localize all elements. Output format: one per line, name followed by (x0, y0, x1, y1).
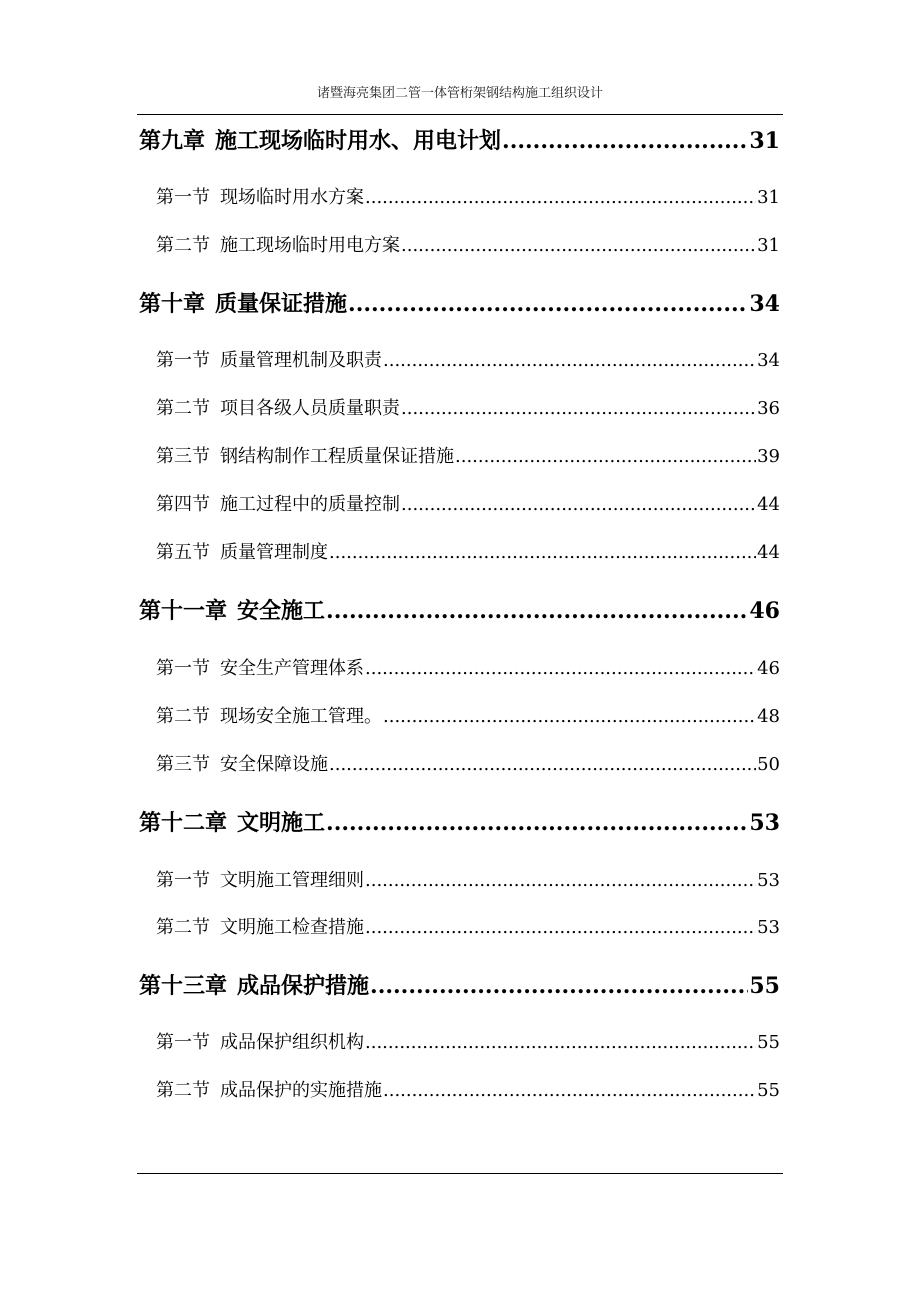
toc-page-number: 44 (757, 494, 780, 515)
toc-dot-leader (383, 348, 756, 374)
toc-page-number: 34 (757, 350, 780, 371)
toc-number: 第十二章 (139, 810, 228, 836)
toc-dot-leader (502, 126, 748, 156)
toc-chapter[interactable] (139, 289, 780, 319)
toc-page-number: 46 (749, 598, 780, 624)
header-rule (137, 114, 783, 115)
toc-title: 成品保护的实施措施 (220, 1080, 382, 1101)
toc-dot-leader (401, 396, 756, 422)
toc-title: 现场临时用水方案 (220, 187, 364, 208)
toc-number: 第一节 (156, 187, 210, 208)
toc-title: 质量管理制度 (220, 542, 328, 563)
toc-page-number: 55 (757, 1032, 780, 1053)
toc-page-number: 50 (757, 754, 780, 775)
toc-number: 第三节 (156, 754, 210, 775)
toc-section[interactable] (156, 444, 780, 470)
toc-dot-leader (370, 971, 748, 1001)
toc-section[interactable] (156, 348, 780, 374)
toc-dot-leader (329, 540, 756, 566)
toc-number: 第一节 (156, 658, 210, 679)
toc-title: 成品保护组织机构 (220, 1032, 364, 1053)
toc-dot-leader (401, 233, 756, 259)
toc-title: 现场安全施工管理。 (220, 706, 382, 727)
toc-title: 文明施工 (237, 810, 326, 836)
toc-title: 文明施工检查措施 (220, 917, 364, 938)
page-header: 诸暨海亮集团二管一体管桁架钢结构施工组织设计 (316, 86, 603, 101)
toc-section[interactable] (156, 1030, 780, 1056)
toc-dot-leader (326, 808, 748, 838)
toc-section[interactable] (156, 752, 780, 778)
toc-title: 质量管理机制及职责 (220, 350, 382, 371)
toc-page-number: 31 (757, 235, 780, 256)
toc-section[interactable] (156, 540, 780, 566)
toc-title: 文明施工管理细则 (220, 870, 364, 891)
toc-page-number: 31 (757, 187, 780, 208)
toc-title: 安全保障设施 (220, 754, 328, 775)
toc-number: 第二节 (156, 235, 210, 256)
toc-page-number: 31 (749, 128, 780, 154)
toc-dot-leader (383, 704, 756, 730)
toc-page-number: 48 (757, 706, 780, 727)
toc-page-number: 53 (757, 917, 780, 938)
toc-section[interactable] (156, 915, 780, 941)
toc-dot-leader (365, 185, 756, 211)
toc-section[interactable] (156, 233, 780, 259)
toc-dot-leader (401, 492, 756, 518)
toc-number: 第二节 (156, 917, 210, 938)
toc-number: 第九章 (139, 128, 206, 154)
toc-section[interactable] (156, 656, 780, 682)
toc-title: 施工现场临时用电方案 (220, 235, 400, 256)
toc-chapter[interactable] (139, 596, 780, 626)
toc-chapter[interactable] (139, 808, 780, 838)
toc-number: 第十一章 (139, 598, 228, 624)
toc-page-number: 44 (757, 542, 780, 563)
toc-dot-leader (365, 915, 756, 941)
toc-dot-leader (365, 656, 756, 682)
toc-page-number: 34 (749, 291, 780, 317)
toc-title: 安全生产管理体系 (220, 658, 364, 679)
toc-dot-leader (383, 1078, 756, 1104)
footer-rule (137, 1173, 783, 1174)
toc-number: 第一节 (156, 870, 210, 891)
toc-section[interactable] (156, 868, 780, 894)
toc-number: 第四节 (156, 494, 210, 515)
toc-title: 钢结构制作工程质量保证措施 (220, 446, 454, 467)
toc-chapter[interactable] (139, 126, 780, 156)
toc-title: 质量保证措施 (215, 291, 348, 317)
toc-title: 项目各级人员质量职责 (220, 398, 400, 419)
toc-section[interactable] (156, 492, 780, 518)
toc-page-number: 39 (757, 446, 780, 467)
toc-dot-leader (365, 1030, 756, 1056)
toc-number: 第三节 (156, 446, 210, 467)
toc-chapter[interactable] (139, 971, 780, 1001)
toc-number: 第十章 (139, 291, 206, 317)
toc-number: 第五节 (156, 542, 210, 563)
toc-section[interactable] (156, 1078, 780, 1104)
toc-title: 成品保护措施 (237, 973, 370, 999)
toc-title: 施工现场临时用水、用电计划 (215, 128, 502, 154)
toc-page-number: 36 (757, 398, 780, 419)
toc-page-number: 46 (757, 658, 780, 679)
toc-number: 第十三章 (139, 973, 228, 999)
toc-dot-leader (365, 868, 756, 894)
toc-section[interactable] (156, 185, 780, 211)
toc-dot-leader (348, 289, 748, 319)
toc-number: 第二节 (156, 398, 210, 419)
toc-section[interactable] (156, 396, 780, 422)
toc-number: 第二节 (156, 706, 210, 727)
toc-page-number: 53 (757, 870, 780, 891)
toc-number: 第一节 (156, 350, 210, 371)
toc-page-number: 55 (757, 1080, 780, 1101)
toc-page-number: 53 (749, 810, 780, 836)
toc-number: 第二节 (156, 1080, 210, 1101)
toc-title: 安全施工 (237, 598, 326, 624)
toc-page-number: 55 (749, 973, 780, 999)
toc-dot-leader (329, 752, 756, 778)
toc-number: 第一节 (156, 1032, 210, 1053)
toc-section[interactable] (156, 704, 780, 730)
toc-dot-leader (326, 596, 748, 626)
toc-title: 施工过程中的质量控制 (220, 494, 400, 515)
toc-dot-leader (455, 444, 756, 470)
